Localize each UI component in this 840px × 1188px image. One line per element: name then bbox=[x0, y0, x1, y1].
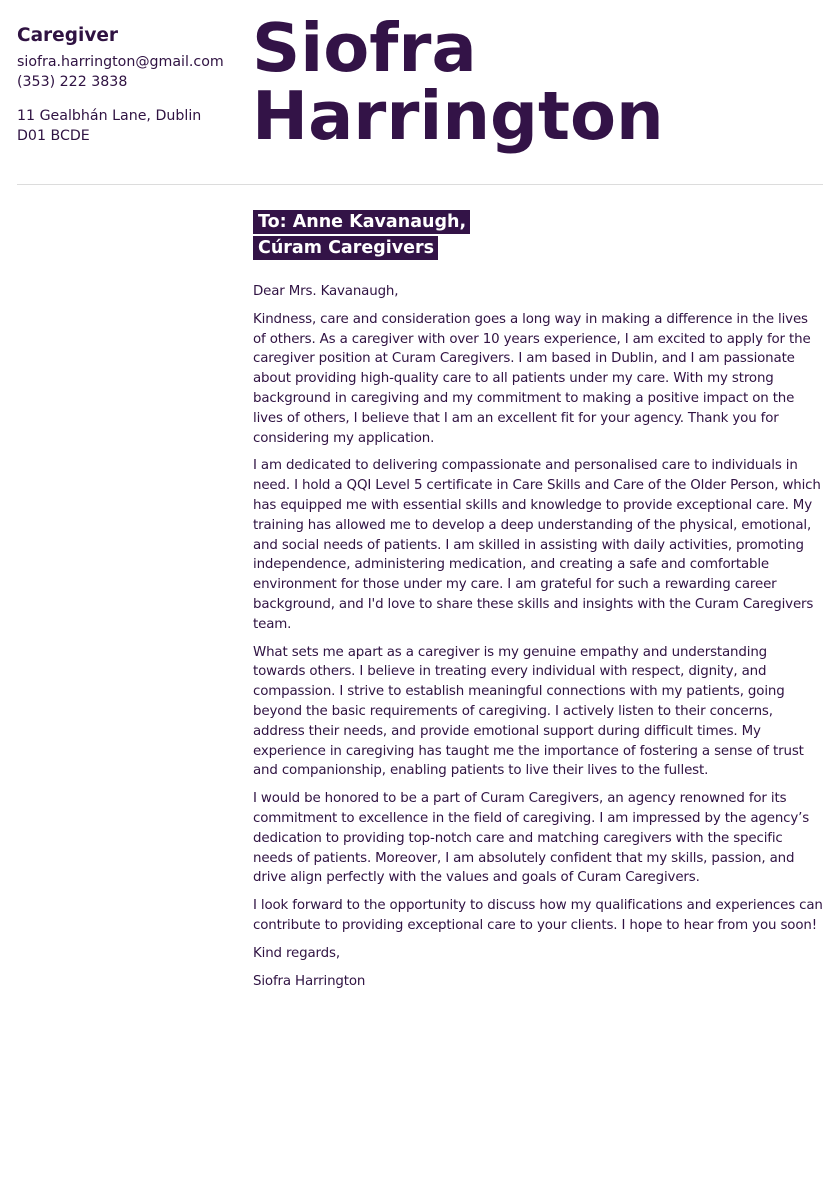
recipient-line-1: To: Anne Kavanaugh, bbox=[253, 210, 470, 234]
recipient-line-2: Cúram Caregivers bbox=[253, 236, 438, 260]
letter-body bbox=[253, 282, 823, 999]
signature: Siofra Harrington bbox=[253, 973, 366, 989]
letter-paragraph: I look forward to the opportunity to discuss how my qualifications and experiences can contribute to providing exceptional care to your clients. I hope to hear from you soon! bbox=[253, 898, 823, 933]
letter-paragraph: I would be honored to be a part of Curam Caregivers, an agency renowned for its commitment to excellence in the field of caregiving. I am impressed by the agency’s dedication to providing top-notch care and matching caregivers with the specific needs of patients. Moreover, I am absolutely confident that my skills, passion, and drive align perfectly with the values and goals of Curam Caregivers. bbox=[253, 791, 810, 886]
letter-paragraph: I am dedicated to delivering compassionate and personalised care to individuals in need. I hold a QQI Level 5 certificate in Care Skills and Care of the Older Person, which has equipped me with essential skills and knowledge to provide exceptional care. My training has allowed me to develop a deep understanding of the physical, emotional, and social needs of patients. I am skilled in assisting with daily activities, promoting independence, administering medication, and creating a safe and comfortable environment for those under my care. I am grateful for such a rewarding career background, and I'd love to share these skills and insights with the Curam Caregivers team. bbox=[253, 458, 821, 632]
phone-text: (353) 222 3838 bbox=[17, 74, 128, 90]
closing: Kind regards, bbox=[253, 945, 340, 961]
applicant-name bbox=[252, 9, 822, 155]
letter-paragraph: What sets me apart as a caregiver is my genuine empathy and understanding towards others. I believe in treating every individual with respect, dignity, and compassion. I strive to establish meaningful connections with my patients, going beyond the basic requirements of caregiving. I actively listen to their concerns, address their needs, and provide emotional support during difficult times. My experience in caregiving has taught me the importance of fostering a sense of trust and companionship, enabling patients to live their lives to the fullest. bbox=[253, 644, 804, 779]
recipient-block bbox=[253, 209, 470, 261]
email-text: siofra.harrington@gmail.com bbox=[17, 54, 224, 70]
letter-paragraph: Kindness, care and consideration goes a long way in making a difference in the lives of others. As a caregiver with over 10 years experience, I am excited to apply for the caregiver position at Curam Caregivers. I am based in Dublin, and I am passionate about providing high-quality care to all patients under my care. With my strong background in caregiving and my commitment to making a positive impact on the lives of others, I believe that I am an excellent fit for your agency. Thank you for considering my application. bbox=[253, 311, 811, 446]
address-text: 11 Gealbhán Lane, Dublin D01 BCDE bbox=[17, 108, 202, 144]
contact-sidebar bbox=[17, 24, 232, 146]
salutation: Dear Mrs. Kavanaugh, bbox=[253, 284, 399, 299]
job-title: Caregiver bbox=[17, 25, 119, 46]
header-divider bbox=[17, 184, 823, 185]
first-name: Siofra bbox=[252, 9, 477, 87]
last-name: Harrington bbox=[252, 77, 664, 155]
